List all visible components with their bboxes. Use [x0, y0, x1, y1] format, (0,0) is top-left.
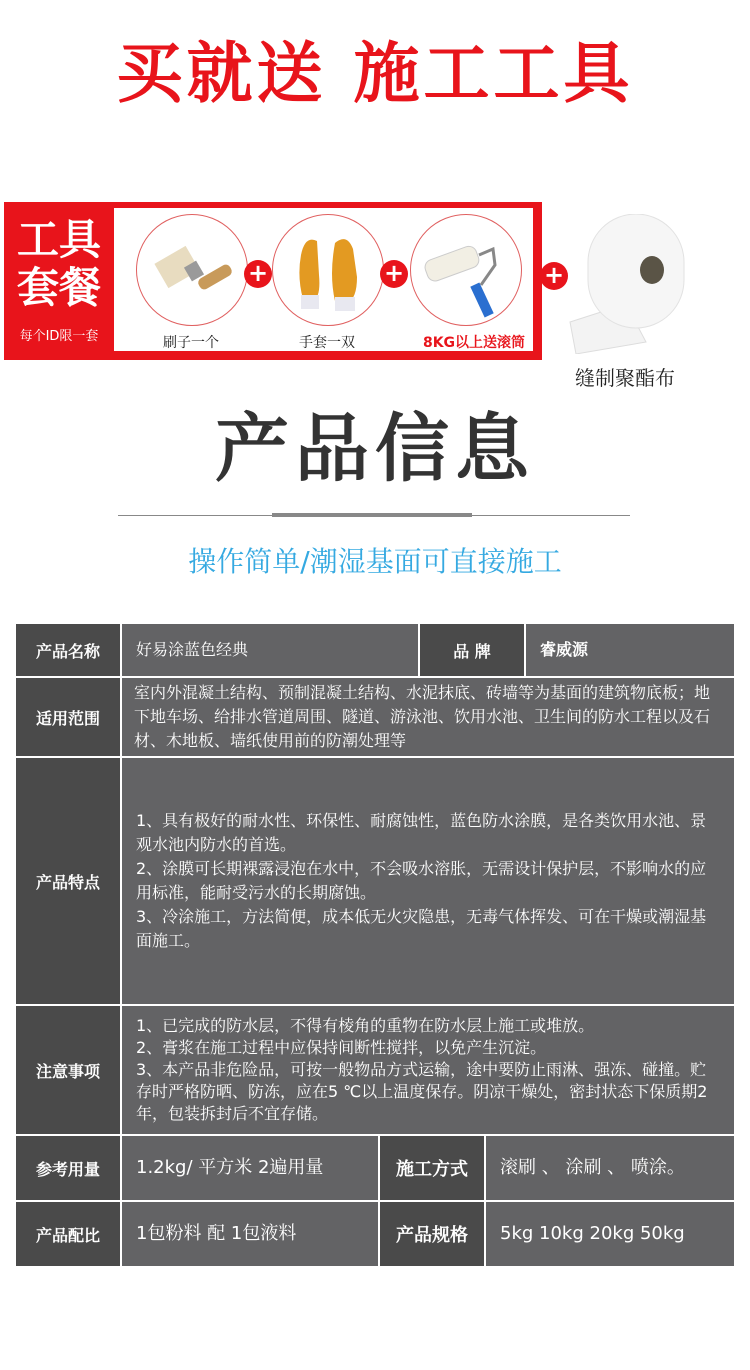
brand-value: 睿威源: [526, 624, 734, 676]
package-items: [114, 208, 533, 351]
brand-label: 品 牌: [420, 624, 524, 676]
spec-value: 5kg 10kg 20kg 50kg: [486, 1202, 734, 1266]
plus-icon: +: [380, 260, 408, 288]
spec-label: 产品规格: [380, 1202, 484, 1266]
section-title: 产品信息: [215, 406, 535, 492]
usage-value: 1.2kg/ 平方米 2遍用量: [122, 1136, 378, 1200]
scope-label: 适用范围: [16, 678, 120, 756]
package-title-line1: 工具: [16, 215, 101, 264]
package-title-line2: 套餐: [16, 263, 101, 312]
divider-accent: [272, 513, 472, 517]
fabric-roll-image: [566, 214, 690, 354]
gloves-label: 手套一双: [299, 335, 355, 351]
name-label: 产品名称: [16, 624, 120, 676]
method-label: 施工方式: [380, 1136, 484, 1200]
notes-value: 1、已完成的防水层，不得有棱角的重物在防水层上施工或堆放。 2、膏浆在施工过程中应保持间断性搅拌，以免产生沉淀。 3、本产品非危险品，可按一般物品方式运输，途中要防止雨淋、强冻、碰撞。贮存时严格防晒、防冻，应在5 ℃以上温度保存。阴凉干燥处，密封状态下保质期2年，包装拆封后不宜存储。: [122, 1006, 734, 1134]
tool-package: [4, 202, 542, 360]
plus-icon: +: [244, 260, 272, 288]
features-value: 1、具有极好的耐水性、环保性、耐腐蚀性，蓝色防水涂膜，是各类饮用水池、景观水池内防水的首选。 2、涂膜可长期裸露浸泡在水中，不会吸水溶胀，无需设计保护层，不影响水的应用标准，能耐受污水的长期腐蚀。 3、冷涂施工，方法简便，成本低无火灾隐患，无毒气体挥发、可在干燥或潮湿基面施工。: [122, 758, 734, 1004]
section-subtitle: 操作简单/潮湿基面可直接施工: [188, 545, 562, 578]
brush-label: 刷子一个: [163, 335, 219, 351]
method-value: 滚刷 、 涂刷 、 喷涂。: [486, 1136, 734, 1200]
notes-label: 注意事项: [16, 1006, 120, 1134]
plus-icon: +: [540, 262, 568, 290]
fabric-label: 缝制聚酯布: [575, 366, 675, 390]
roller-label: 8KG以上送滚筒: [422, 335, 526, 351]
ratio-value: 1包粉料 配 1包液料: [122, 1202, 378, 1266]
package-badge: [7, 205, 111, 357]
scope-value: 室内外混凝土结构、预制混凝土结构、水泥抹底、砖墙等为基面的建筑物底板；地 下地车场、给排水管道周围、隧道、游泳池、饮用水池、卫生间的防水工程以及石材、木地板、墙纸使用前的防潮处理等: [122, 678, 734, 756]
package-limit-note: 每个ID限一套: [19, 329, 99, 344]
spec-table: [16, 622, 734, 1270]
gloves-image: [272, 214, 384, 326]
usage-label: 参考用量: [16, 1136, 120, 1200]
banner-title: 买就送 施工工具: [116, 35, 634, 112]
ratio-label: 产品配比: [16, 1202, 120, 1266]
features-label: 产品特点: [16, 758, 120, 1004]
roller-image: [410, 214, 522, 326]
name-value: 好易涂蓝色经典: [122, 624, 418, 676]
brush-image: [136, 214, 248, 326]
